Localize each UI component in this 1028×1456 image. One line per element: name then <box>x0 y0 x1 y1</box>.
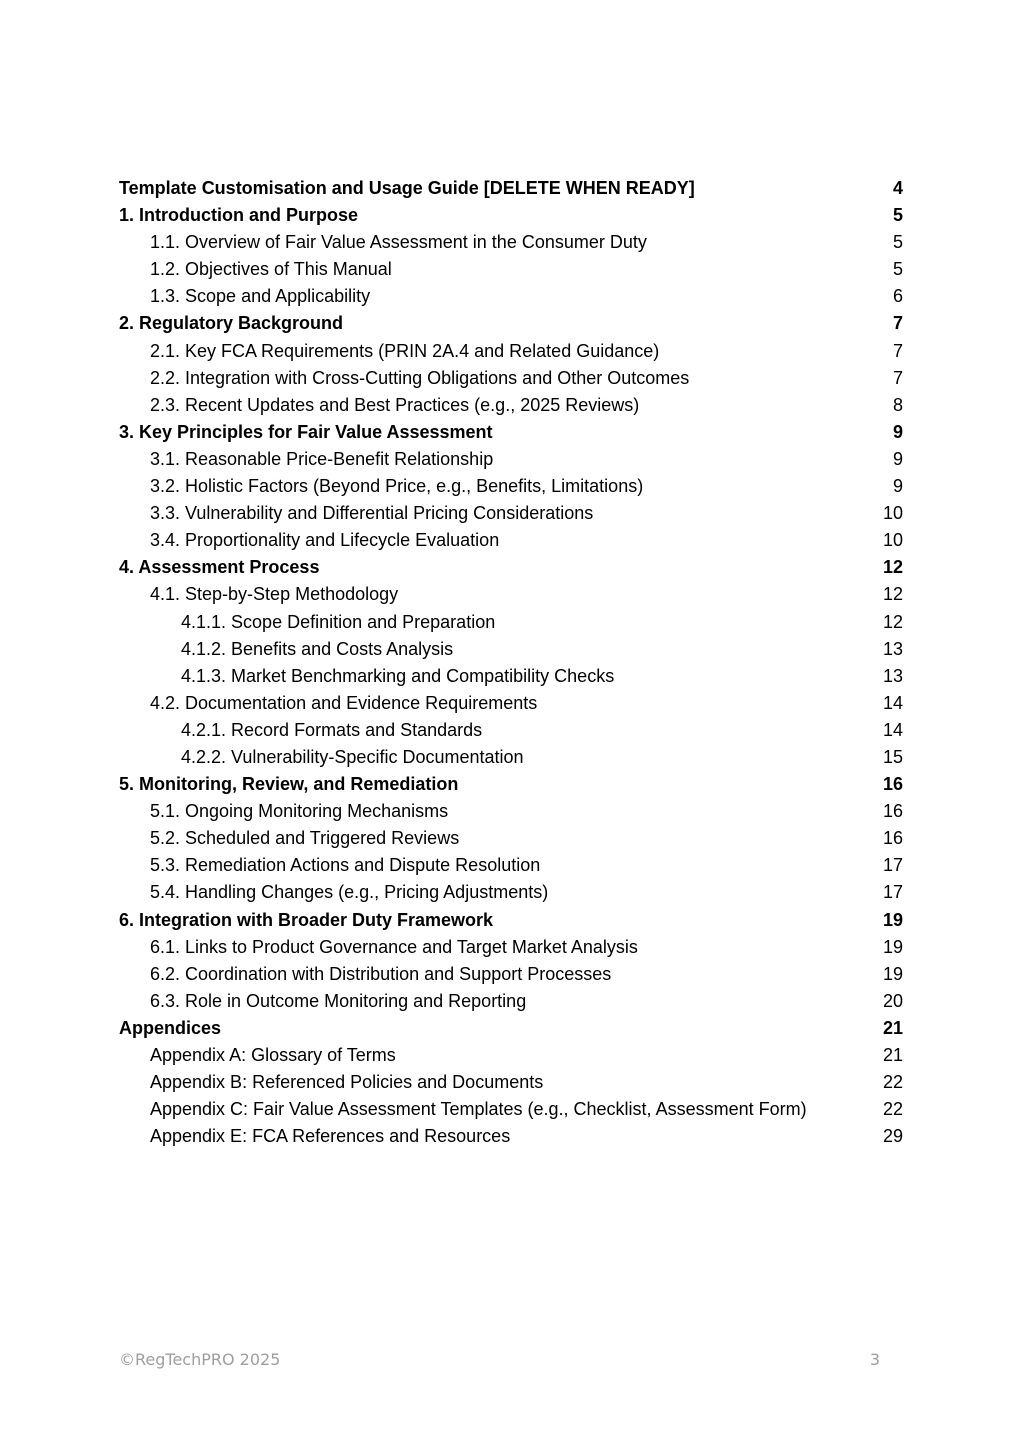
toc-entry-page-number: 14 <box>882 692 903 713</box>
toc-entry[interactable] <box>119 690 903 717</box>
toc-entry-page-number: 12 <box>882 557 903 578</box>
toc-entry[interactable] <box>119 581 903 608</box>
toc-entry-page-number: 16 <box>882 774 903 795</box>
toc-entry[interactable] <box>119 1123 903 1150</box>
toc-entry[interactable] <box>119 419 903 446</box>
toc-entry-page-number: 14 <box>882 719 903 740</box>
toc-entry[interactable] <box>119 256 903 283</box>
toc-entry-title: 4.2. Documentation and Evidence Requirements <box>150 692 538 713</box>
toc-entry-title: 3.2. Holistic Factors (Beyond Price, e.g., Benefits, Limitations) <box>150 476 644 497</box>
toc-entry[interactable] <box>119 907 903 934</box>
toc-entry-title: 4.1.2. Benefits and Costs Analysis <box>181 638 454 659</box>
toc-entry-page-number: 16 <box>882 801 903 822</box>
toc-entry-title: 6.2. Coordination with Distribution and Support Processes <box>150 963 612 984</box>
toc-entry[interactable] <box>119 852 903 879</box>
toc-entry[interactable] <box>119 446 903 473</box>
toc-entry-page-number: 7 <box>892 367 903 388</box>
toc-entry-page-number: 6 <box>892 286 903 307</box>
toc-entry[interactable] <box>119 879 903 906</box>
toc-entry-page-number: 10 <box>882 530 903 551</box>
toc-entry-page-number: 17 <box>882 855 903 876</box>
toc-entry-page-number: 22 <box>882 1072 903 1093</box>
toc-entry-title: 1.3. Scope and Applicability <box>150 286 371 307</box>
toc-entry-page-number: 10 <box>882 503 903 524</box>
toc-entry-title: 3.4. Proportionality and Lifecycle Evaluation <box>150 530 500 551</box>
toc-entry[interactable] <box>119 798 903 825</box>
toc-entry-page-number: 19 <box>882 936 903 957</box>
toc-entry[interactable] <box>119 744 903 771</box>
toc-entry-page-number: 20 <box>882 990 903 1011</box>
toc-entry-title: 4.2.2. Vulnerability-Specific Documentation <box>181 746 524 767</box>
toc-entry-title: 2. Regulatory Background <box>119 313 344 334</box>
toc-entry[interactable] <box>119 202 903 229</box>
toc-entry-title: 1.1. Overview of Fair Value Assessment in the Consumer Duty <box>150 232 647 253</box>
toc-entry-title: 5.2. Scheduled and Triggered Reviews <box>150 828 460 849</box>
toc-entry[interactable] <box>119 771 903 798</box>
toc-entry-title: 1. Introduction and Purpose <box>119 205 359 226</box>
toc-entry-page-number: 17 <box>882 882 903 903</box>
toc-entry[interactable] <box>119 717 903 744</box>
toc-entry-page-number: 8 <box>892 394 903 415</box>
toc-entry-page-number: 5 <box>892 259 903 280</box>
toc-entry-page-number: 29 <box>882 1126 903 1147</box>
toc-entry[interactable] <box>119 473 903 500</box>
toc-entry-title: 4.1. Step-by-Step Methodology <box>150 584 399 605</box>
toc-entry-title: Template Customisation and Usage Guide [DELETE WHEN READY] <box>119 178 695 198</box>
toc-entry-title: 3.3. Vulnerability and Differential Pricing Considerations <box>150 503 594 524</box>
toc-entry-page-number: 9 <box>892 476 903 497</box>
toc-entry-page-number: 5 <box>892 205 903 226</box>
toc-entry-page-number: 19 <box>882 909 903 930</box>
toc-entry-page-number: 12 <box>882 584 903 605</box>
toc-entry[interactable] <box>119 1096 903 1123</box>
toc-entry-page-number: 15 <box>882 746 903 767</box>
toc-entry-page-number: 21 <box>882 1045 903 1065</box>
toc-entry-title: Appendix B: Referenced Policies and Documents <box>150 1072 544 1093</box>
toc-entry-title: 4. Assessment Process <box>119 557 320 578</box>
toc-entry-title: 2.1. Key FCA Requirements (PRIN 2A.4 and Related Guidance) <box>150 340 660 361</box>
toc-entry-page-number: 7 <box>892 340 903 361</box>
toc-entry-title: 3.1. Reasonable Price-Benefit Relationship <box>150 448 494 469</box>
toc-entry[interactable] <box>119 283 903 310</box>
toc-entry-page-number: 19 <box>882 963 903 984</box>
toc-entry-title: 1.2. Objectives of This Manual <box>150 259 392 280</box>
toc-entry[interactable] <box>119 1042 903 1069</box>
toc-entry[interactable] <box>119 609 903 636</box>
toc-entry[interactable] <box>119 500 903 527</box>
toc-entry-page-number: 12 <box>882 611 903 632</box>
toc-entry[interactable] <box>119 365 903 392</box>
footer-copyright: ©RegTechPRO 2025 <box>119 1350 281 1369</box>
toc-entry-title: 3. Key Principles for Fair Value Assessment <box>119 421 493 442</box>
toc-entry-title: 6.3. Role in Outcome Monitoring and Reporting <box>150 990 527 1011</box>
toc-entry[interactable] <box>119 1069 903 1096</box>
toc-entry-title: 5.3. Remediation Actions and Dispute Resolution <box>150 855 541 876</box>
toc-entry-title: 2.2. Integration with Cross-Cutting Obligations and Other Outcomes <box>150 367 690 388</box>
toc-entry-title: Appendix E: FCA References and Resources <box>150 1126 511 1147</box>
toc-entry-title: 4.1.1. Scope Definition and Preparation <box>181 611 496 632</box>
toc-entry[interactable] <box>119 825 903 852</box>
toc-entry-title: 2.3. Recent Updates and Best Practices (e.g., 2025 Reviews) <box>150 394 640 415</box>
toc-entry[interactable] <box>119 229 903 256</box>
toc-entry-page-number: 4 <box>892 178 903 198</box>
toc-entry-page-number: 22 <box>882 1099 903 1120</box>
toc-entry[interactable] <box>119 175 903 202</box>
toc-entry-page-number: 13 <box>882 638 903 659</box>
toc-entry[interactable] <box>119 663 903 690</box>
toc-entry[interactable] <box>119 961 903 988</box>
toc-entry[interactable] <box>119 338 903 365</box>
toc-entry-title: Appendices <box>119 1017 222 1038</box>
footer-page-number: 3 <box>869 1350 880 1369</box>
toc-entry[interactable] <box>119 527 903 554</box>
toc-entry-title: 6. Integration with Broader Duty Framework <box>119 909 494 930</box>
toc-entry-page-number: 9 <box>892 421 903 442</box>
toc-entry[interactable] <box>119 392 903 419</box>
toc-entry-page-number: 7 <box>892 313 903 334</box>
page-footer <box>119 1348 880 1372</box>
toc-entry-page-number: 5 <box>892 232 903 253</box>
toc-entry-page-number: 9 <box>892 448 903 469</box>
toc-entry-title: 5.4. Handling Changes (e.g., Pricing Adjustments) <box>150 882 549 903</box>
toc-entry-page-number: 13 <box>882 665 903 686</box>
toc-entry-title: 5. Monitoring, Review, and Remediation <box>119 774 459 795</box>
toc-entry-title: Appendix C: Fair Value Assessment Templates (e.g., Checklist, Assessment Form) <box>150 1099 807 1120</box>
toc-entry[interactable] <box>119 1015 903 1042</box>
toc-entry[interactable] <box>119 934 903 961</box>
table-of-contents <box>119 175 903 1150</box>
toc-entry-title: Appendix A: Glossary of Terms <box>150 1045 396 1065</box>
toc-entry-title: 5.1. Ongoing Monitoring Mechanisms <box>150 801 449 822</box>
toc-entry-title: 4.1.3. Market Benchmarking and Compatibility Checks <box>181 665 615 686</box>
toc-entry-page-number: 16 <box>882 828 903 849</box>
toc-entry-page-number: 21 <box>882 1017 903 1038</box>
toc-entry-title: 6.1. Links to Product Governance and Target Market Analysis <box>150 936 638 957</box>
toc-entry[interactable] <box>119 636 903 663</box>
toc-entry[interactable] <box>119 988 903 1015</box>
toc-entry[interactable] <box>119 554 903 581</box>
toc-entry[interactable] <box>119 310 903 337</box>
toc-entry-title: 4.2.1. Record Formats and Standards <box>181 719 483 740</box>
